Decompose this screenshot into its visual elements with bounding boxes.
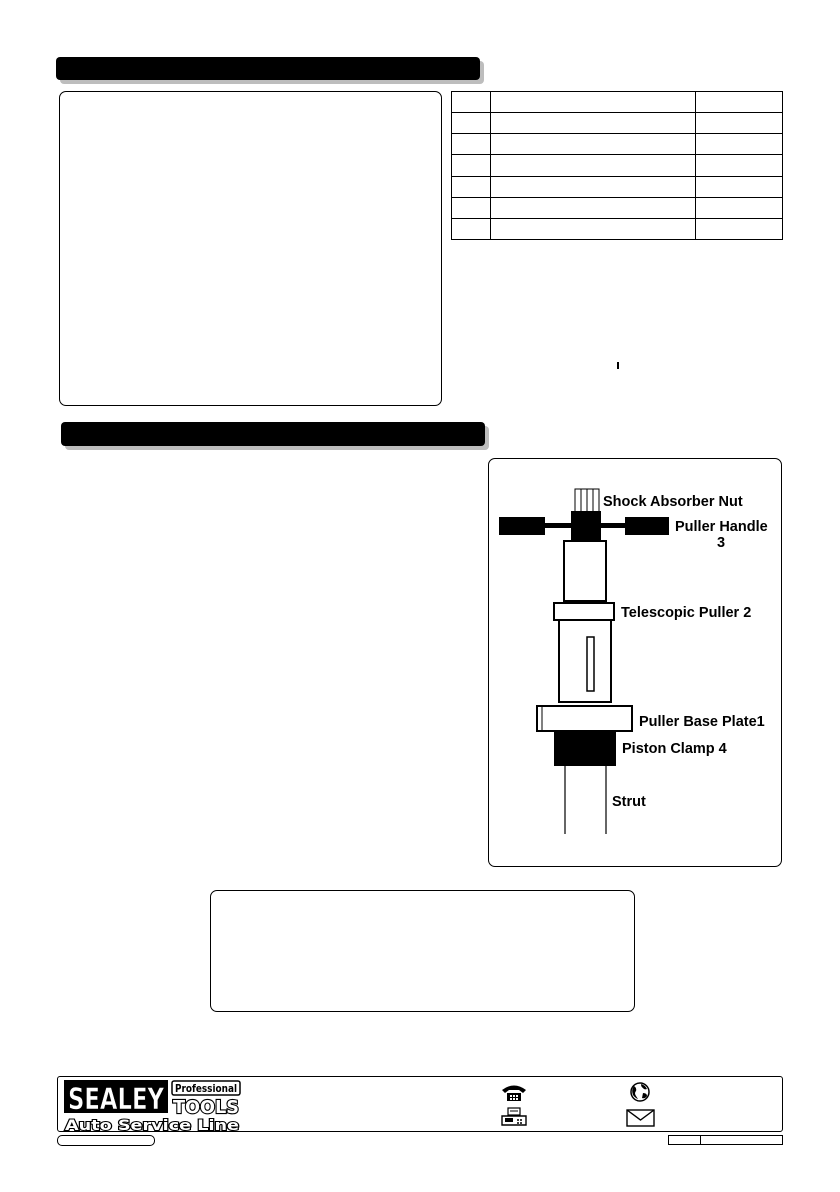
telescopic-slot [587,637,594,691]
label-puller-base-plate: Puller Base Plate1 [639,714,765,730]
specification-box [59,91,442,406]
parts-table [451,91,783,240]
notice-box [210,890,635,1012]
phone-icon [500,1083,528,1103]
puller-base-plate-shape [537,706,632,731]
sealey-logo [62,1077,247,1133]
table-row [452,218,783,239]
logo-tagline: Auto Service Line [65,1118,239,1133]
label-strut: Strut [612,794,646,810]
piston-clamp-shape [554,732,616,766]
strut-tool-diagram [489,459,783,868]
label-telescopic-puller: Telescopic Puller 2 [621,605,752,621]
label-puller-handle-number: 3 [717,535,726,551]
diagram-box [488,458,782,867]
label-shock-absorber-nut: Shock Absorber Nut [603,494,743,510]
table-row [452,197,783,218]
table-row [452,176,783,197]
shock-absorber-nut-shape [575,489,599,513]
fax-icon [500,1107,528,1127]
logo-tools: TOOLS [173,1097,239,1118]
logo-professional: Professional [175,1082,237,1095]
footer-bar [57,1076,783,1132]
table-row [452,92,783,113]
tick-mark [617,362,619,369]
table-row [452,155,783,176]
table-row [452,134,783,155]
telescopic-puller-collar [554,603,614,620]
footer-code-divider [700,1136,701,1144]
puller-upper-body [564,541,606,601]
mail-icon [626,1108,656,1128]
footer-code-box [668,1135,783,1145]
puller-handle-shape [499,511,669,541]
label-piston-clamp: Piston Clamp 4 [622,741,727,757]
logo-brand: SEALEY [68,1082,165,1116]
label-puller-handle: Puller Handle [675,519,768,535]
footer-reference-box [57,1135,155,1146]
globe-icon [628,1081,652,1103]
section-1-header-bar [56,57,480,80]
telescopic-puller-body [559,620,611,702]
section-2-header-bar [61,422,485,446]
table-row [452,113,783,134]
